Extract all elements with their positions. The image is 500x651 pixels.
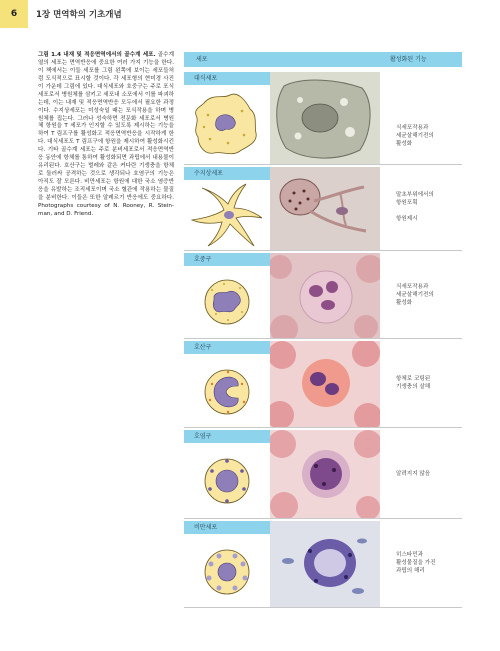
function-text	[396, 124, 462, 151]
row-neutrophil	[184, 253, 462, 339]
row-dendritic-cell	[184, 167, 462, 251]
neutrophil-micrograph	[270, 253, 380, 338]
eosinophil-micrograph	[270, 341, 380, 427]
cell-name-label: 호중구	[184, 253, 270, 266]
caption-title: 그림 1.4 내재 및 적응면역에서의 골수계 세포.	[38, 52, 156, 58]
function-line: 과립의 해리	[396, 568, 425, 575]
function-line: 식세포작용과	[396, 284, 429, 290]
running-head: 1장 면역학의 기초개념	[36, 10, 122, 20]
row-basophil	[184, 430, 462, 519]
eosinophil-diagram	[184, 354, 270, 427]
neutrophil-diagram	[184, 266, 270, 338]
basophil-diagram	[184, 443, 270, 518]
macrophage-diagram	[184, 85, 270, 164]
function-text	[396, 375, 462, 394]
cell-name-label: 대식세포	[184, 72, 270, 85]
page-number: 6	[0, 0, 28, 28]
cell-name-label: 호염구	[184, 430, 270, 443]
function-line: 식세포작용과	[396, 125, 429, 131]
function-line: 활성화	[396, 300, 413, 307]
function-line: 항체로 코팅된	[396, 376, 431, 382]
function-text	[396, 283, 462, 310]
mast-cell-micrograph	[270, 521, 380, 607]
table-header	[184, 52, 462, 67]
function-line: 활성물질을 가진	[396, 560, 436, 567]
function-line: 기생충의 살해	[396, 384, 431, 391]
caption-body: 골수계열의 세포는 면역반응에 중요한 여러 가지 기능을 한다. 이 책에서는 이들 세포를 그림 왼쪽에 보이는 세포들처럼 도식적으로 표시할 것이다. 각 세포형의 현미경 사진이 가운데 그림에 있다. 대식세포와 호중구는 주로 포식세포로서 병원체를 삼키고 세포내 소포에서 이를 파괴하는데, 이는 내재 및 적응면역반응 모두에서 필요한 과정이다. 수지상세포는 미성숙일 때는 포식작용을 하며 병원체를 집는다. 그러나 성숙하면 전문화 세포로서 병원체 항원을 T 세포가 인지할 수 있도록 제시하는 기능을 하여 T 림프구를 활성화고 적응면역반응을 시작하게 한다. 대식세포도 T 림프구에 항원을 제시하여 활성화시킨다. 기타 골수계 세포는 주로 분비세포로서 적응면역반응 동안에 항체를 통하여 활성화되면 과립에서 내용물이 유리된다. 호산구는 벌레와 같은 커다란 기생충을 항체로 둘러싸 공격하는 것으로 생각되나 호염구의 기능은 아직도 잘 모른다. 비만세포는 항원에 대한 국소 염증반응을 유발하는 조직세포이며 국소 혈관에 작용하는 물질을 분비한다. 이들은 또한 알레르기 반응에도 중요하다. Photographs courtesy of N. Rooney, R. Stein-man, and D. Friend.	[38, 52, 174, 217]
function-text	[396, 551, 462, 578]
cell-name-label: 비만세포	[184, 521, 270, 534]
function-line: 알려지지 않음	[396, 471, 431, 477]
function-line: 세균살해기전의	[396, 133, 434, 140]
basophil-micrograph	[270, 430, 380, 518]
column-header-function: 활성화된 기능	[390, 56, 427, 63]
function-line: 활성화	[396, 141, 413, 148]
function-line: 항원포획	[396, 200, 418, 207]
function-line: 히스타민과	[396, 552, 424, 558]
row-eosinophil	[184, 341, 462, 428]
macrophage-micrograph	[270, 72, 380, 164]
function-text	[396, 470, 462, 481]
mast-cell-diagram	[184, 534, 270, 607]
function-line: 세균살해기전의	[396, 292, 434, 299]
dendritic-cell-micrograph	[270, 167, 380, 250]
function-text	[396, 191, 462, 226]
function-line: 말초부위에서의	[396, 192, 434, 198]
row-mast-cell	[184, 521, 462, 608]
row-macrophage	[184, 72, 462, 165]
function-line: 항원제시	[396, 216, 418, 223]
cell-name-label: 수지상세포	[184, 167, 270, 180]
dendritic-cell-diagram	[184, 180, 270, 250]
column-header-cell: 세포	[196, 56, 208, 63]
cell-name-label: 호산구	[184, 341, 270, 354]
figure-caption	[38, 52, 174, 219]
